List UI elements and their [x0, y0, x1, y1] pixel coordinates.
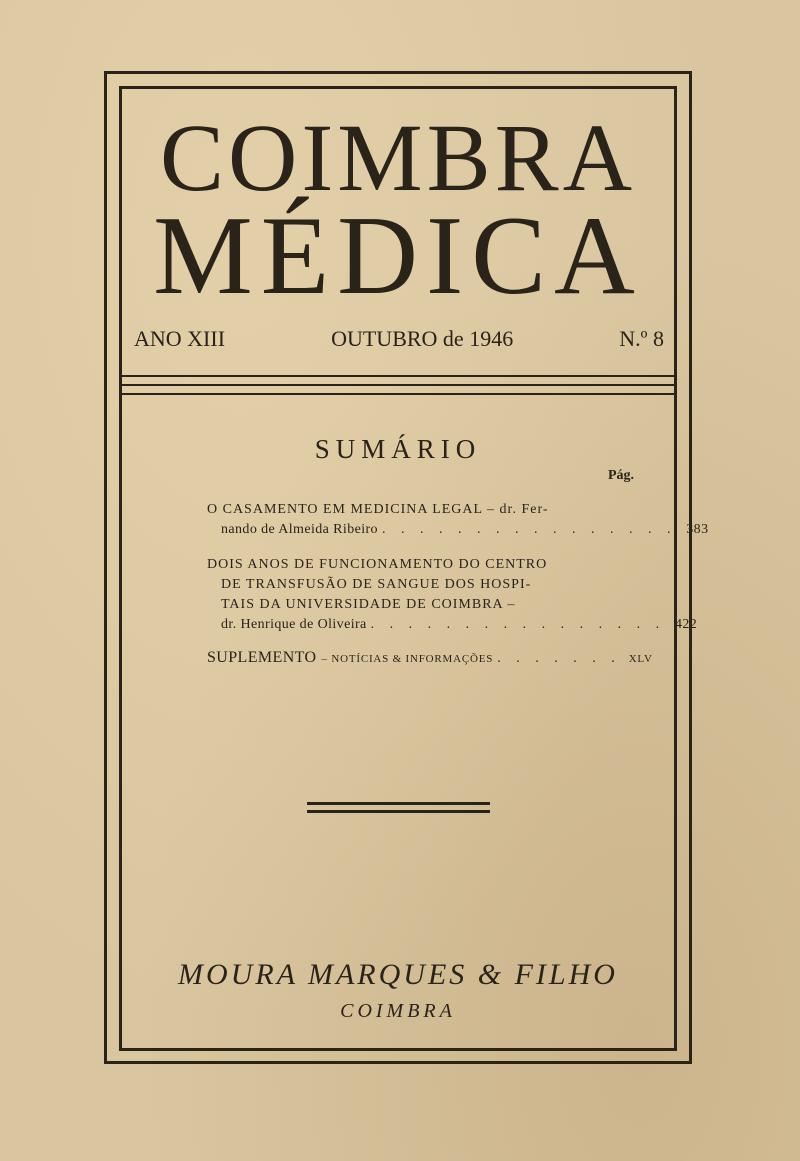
- divider-rule-2: [119, 384, 677, 386]
- issue-info-row: [134, 326, 664, 352]
- dot-leader: . . . . . . . . . . . . . . . .: [370, 617, 666, 632]
- toc-entry-line: [207, 520, 709, 540]
- toc-entry-line: TAIS DA UNIVERSIDADE DE COIMBRA –: [221, 597, 516, 612]
- toc-entry-line: DE TRANSFUSÃO DE SANGUE DOS HOSPI-: [221, 577, 532, 592]
- issue-date: OUTUBRO de 1946: [331, 326, 514, 351]
- toc-entry-title: SUPLEMENTO: [207, 649, 317, 666]
- dot-leader: . . . . . . . . . . . . . . . .: [381, 522, 677, 537]
- issue-year: ANO XIII: [134, 326, 226, 351]
- toc-page-number: 383: [686, 522, 709, 537]
- ornament-rule-1: [307, 802, 490, 805]
- page-column-header: Pág.: [608, 468, 635, 483]
- toc-entry-line: DOIS ANOS DE FUNCIONAMENTO DO CENTRO: [207, 557, 548, 572]
- toc-entry: [207, 648, 653, 669]
- dot-leader: . . . . . . .: [497, 651, 621, 666]
- journal-title-line2: MÉDICA: [153, 194, 643, 318]
- toc-page-number: 422: [674, 617, 698, 632]
- toc-entry: [207, 500, 709, 540]
- toc-entry-line: [207, 615, 698, 635]
- publisher-city: COIMBRA: [340, 1000, 456, 1022]
- toc-entry: [207, 555, 698, 635]
- publisher-name: MOURA MARQUES & FILHO: [178, 958, 618, 991]
- divider-rule-1: [119, 375, 677, 377]
- issue-number: N.º 8: [619, 326, 664, 351]
- journal-title-line1: COIMBRA: [159, 104, 637, 211]
- toc-page-number: XLV: [628, 653, 653, 665]
- toc-entry-text: dr. Henrique de Oliveira: [221, 617, 367, 632]
- toc-entry-text: nando de Almeida Ribeiro: [221, 522, 378, 537]
- toc-entry-line: O CASAMENTO EM MEDICINA LEGAL – dr. Fer-: [207, 502, 549, 517]
- ornament-rule-2: [307, 810, 490, 813]
- toc-entry-line: [207, 648, 653, 669]
- divider-rule-3: [119, 393, 677, 395]
- toc-entry-subtitle: – NOTÍCIAS & INFORMAÇÕES: [321, 653, 494, 665]
- summary-heading: SUMÁRIO: [314, 434, 482, 464]
